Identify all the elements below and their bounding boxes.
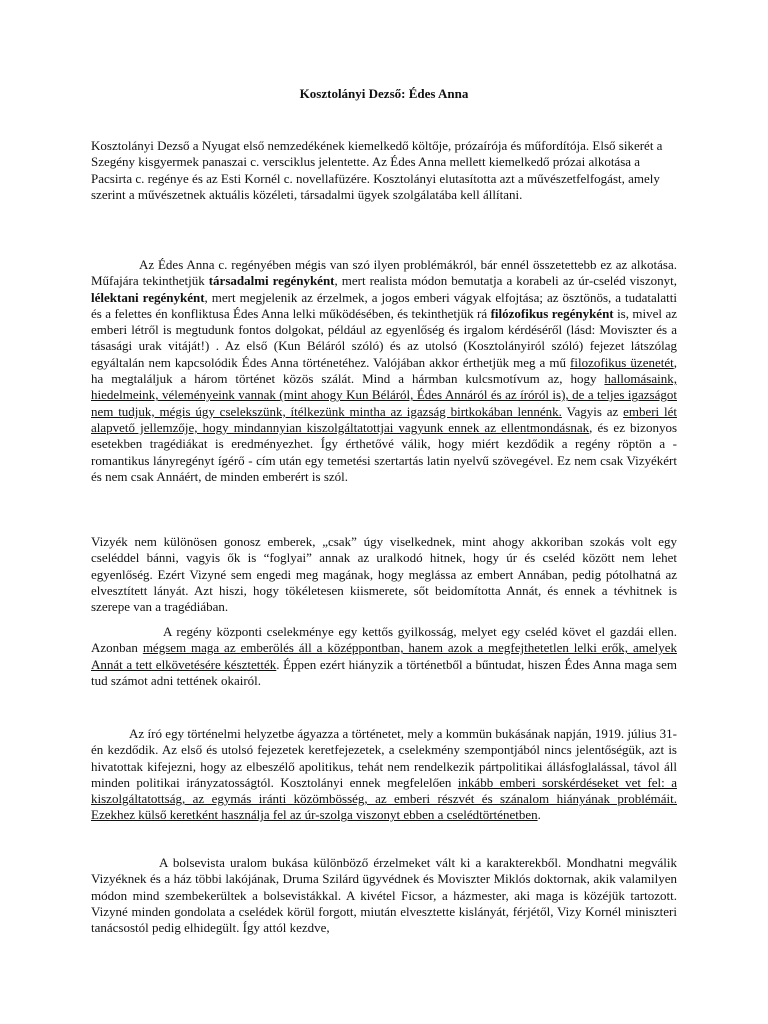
text-segment: , mert megjelenik az érzelmek, a jogos emberi vágyak elfojtása; az ösztönös, a tudatalatti és a felettes én konfliktusa Édes Anna lelki működésében, és tekinthetjük rá bbox=[91, 289, 678, 321]
text-segment: . bbox=[537, 807, 541, 823]
bold-term-psychological-novel: lélektani regényként bbox=[91, 289, 205, 305]
text-segment: A regény központi cselekménye egy kettős gyilkosság, melyet egy cseléd követ el gazdái ellen. Azonban bbox=[91, 624, 677, 656]
underlined-phrase: emberi lét alapvető jellemzője, hogy mindannyian kiszolgáltatottjai vagyunk ennek az ellentmondásnak bbox=[91, 403, 677, 435]
bold-term-social-novel: társadalmi regényként bbox=[208, 273, 335, 289]
underlined-phrase: filozofikus üzenetét bbox=[570, 354, 674, 370]
text-segment: Az író egy történelmi helyzetbe ágyazza a történetet, mely a kommün bukásának napján, 1919. július 31-én kezdődik. Az első és utolsó fejezetek keretfejezetek, a cselekmény szempontjából nincs jelentőségük, azt is hivatottak kifejezni, hogy az elbeszélő apolitikus, tehát nem rendelkezik pártpolitikai állásfoglalással, távol áll minden politikai irányzatosságtól. Kosztolányi ennek megfelelően bbox=[91, 726, 677, 790]
text-segment: , és ez bizonyos esetekben tragédiákat is eredményezhet. Így érthetővé válik, hogy miért kezdődik a regény röptön a - romantikus lányregényt ígérő - cím után egy temetési szertartás latin nyelvű szövegével. Ez nem csak Vizyékért és nem csak Annáért, de minden emberért is szól. bbox=[91, 419, 678, 484]
paragraph-genre bbox=[91, 257, 677, 485]
paragraph-vizy: Vizyék nem különösen gonosz emberek, „csak” úgy viselkednek, mint ahogy akkoriban szokás volt egy cseléddel bánni, vagyis ők is “foglyai” annak az uralkodó hitnek, hogy úr és cseléd között nem lehet egyenlőség. Ezért Vizyné sem engedi meg magának, hogy meglássa az embert Annában, pedig pótolhatná az elvesztített lányát. Azt hiszi, hogy tökéletesen kiismerete, sőt beidomította Annát, és ennek a tévhitnek is szerepe van a tragédiában. bbox=[91, 534, 677, 615]
text-segment: , mert realista módon bemutatja a korabeli az úr-cseléd viszonyt, bbox=[334, 273, 677, 289]
text-segment: Az Édes Anna c. regényében mégis van szó ilyen problémákról, bár ennél összetettebb ez az alkotása. Műfajára tekinthetjük bbox=[91, 257, 677, 289]
document-title: Kosztolányi Dezső: Édes Anna bbox=[299, 86, 469, 101]
text-segment: Vagyis az bbox=[561, 403, 624, 419]
paragraph-intro: Kosztolányi Dezső a Nyugat első nemzedékének kiemelkedő költője, prózaírója és műfordítója. Első sikerét a Szegény kisgyermek panaszai c. versciklus jelentette. Az Édes Anna mellett kiemelkedő prózai alkotása a Pacsirta c. regénye és az Esti Kornél c. novellafüzére. Kosztolányi elutasította azt a művészetfelfogást, amely szerint a művészetnek aktuális közéleti, társadalmi ügyek szolgálatába kell állítani. bbox=[91, 138, 663, 202]
underlined-phrase: inkább emberi sorskérdéseket vet fel: a kiszolgáltatottság, az egymás iránti közömbösség, az emberi részvét és szánalom hiányának problémáit. Ezekhez külső keretként használja fel az úr-szolga viszonyt ebben a cselédtörténetben bbox=[91, 774, 677, 823]
paragraph-bolshevik: A bolsevista uralom bukása különböző érzelmeket vált ki a karakterekből. Mondhatni megválik Vizyéknek és a ház többi lakójának, Druma Szilárd ügyvédnek és Moviszter Miklós doktornak, akik valamilyen módon mind szembekerültek a bolsevistákkal. A kivétel Ficsor, a házmester, aki maga is közéjük tartozott. Vizyné minden gondolata a cselédek körül forgott, miután elvesztette kislányát, férjétől, Vizy Kornél miniszteri tanácsostól pedig elhidegült. Így attól kezdve, bbox=[91, 855, 677, 936]
text-segment: is, mivel az emberi létről is megtudunk fontos dolgokat, például az egyenlőség és irgalom kérdéséről (lásd: Moviszter és a tásasági urak vitáját!) . Az első (Kun Béláról szóló) és az utolsó (Kosztolányiról szóló) fejezet látszólag egyáltalán nem kapcsolódik Édes Anna történetéhez. Valójában akkor érthetjük meg a mű bbox=[91, 305, 677, 370]
paragraph-history bbox=[91, 726, 677, 824]
text-segment: . Éppen ezért hiányzik a történetből a bűntudat, hiszen Édes Anna maga sem tud számot adni tettének okairól. bbox=[91, 656, 677, 688]
underlined-phrase: hallomásaink, hiedelmeink, véleményeink vannak (mint ahogy Kun Béláról, Édes Annáról és az íróról is), de a teljes igazságot nem tudjuk, mégis úgy cselekszünk, ítélkezünk mintha az igazság birtkokában lennénk. bbox=[91, 371, 677, 419]
underlined-phrase: mégsem maga az emberölés áll a középpontban, hanem azok a megfejthetetlen lelki erők, amelyek Annát a tett elkövetésére késztették bbox=[91, 640, 677, 672]
paragraph-plot bbox=[91, 624, 677, 689]
bold-term-philosophical-novel: filózofikus regényként bbox=[490, 305, 614, 321]
text-segment: , ha megtaláljuk a három történet közös szálát. Mind a hármban kulcsmotívum az, hogy bbox=[91, 354, 677, 387]
